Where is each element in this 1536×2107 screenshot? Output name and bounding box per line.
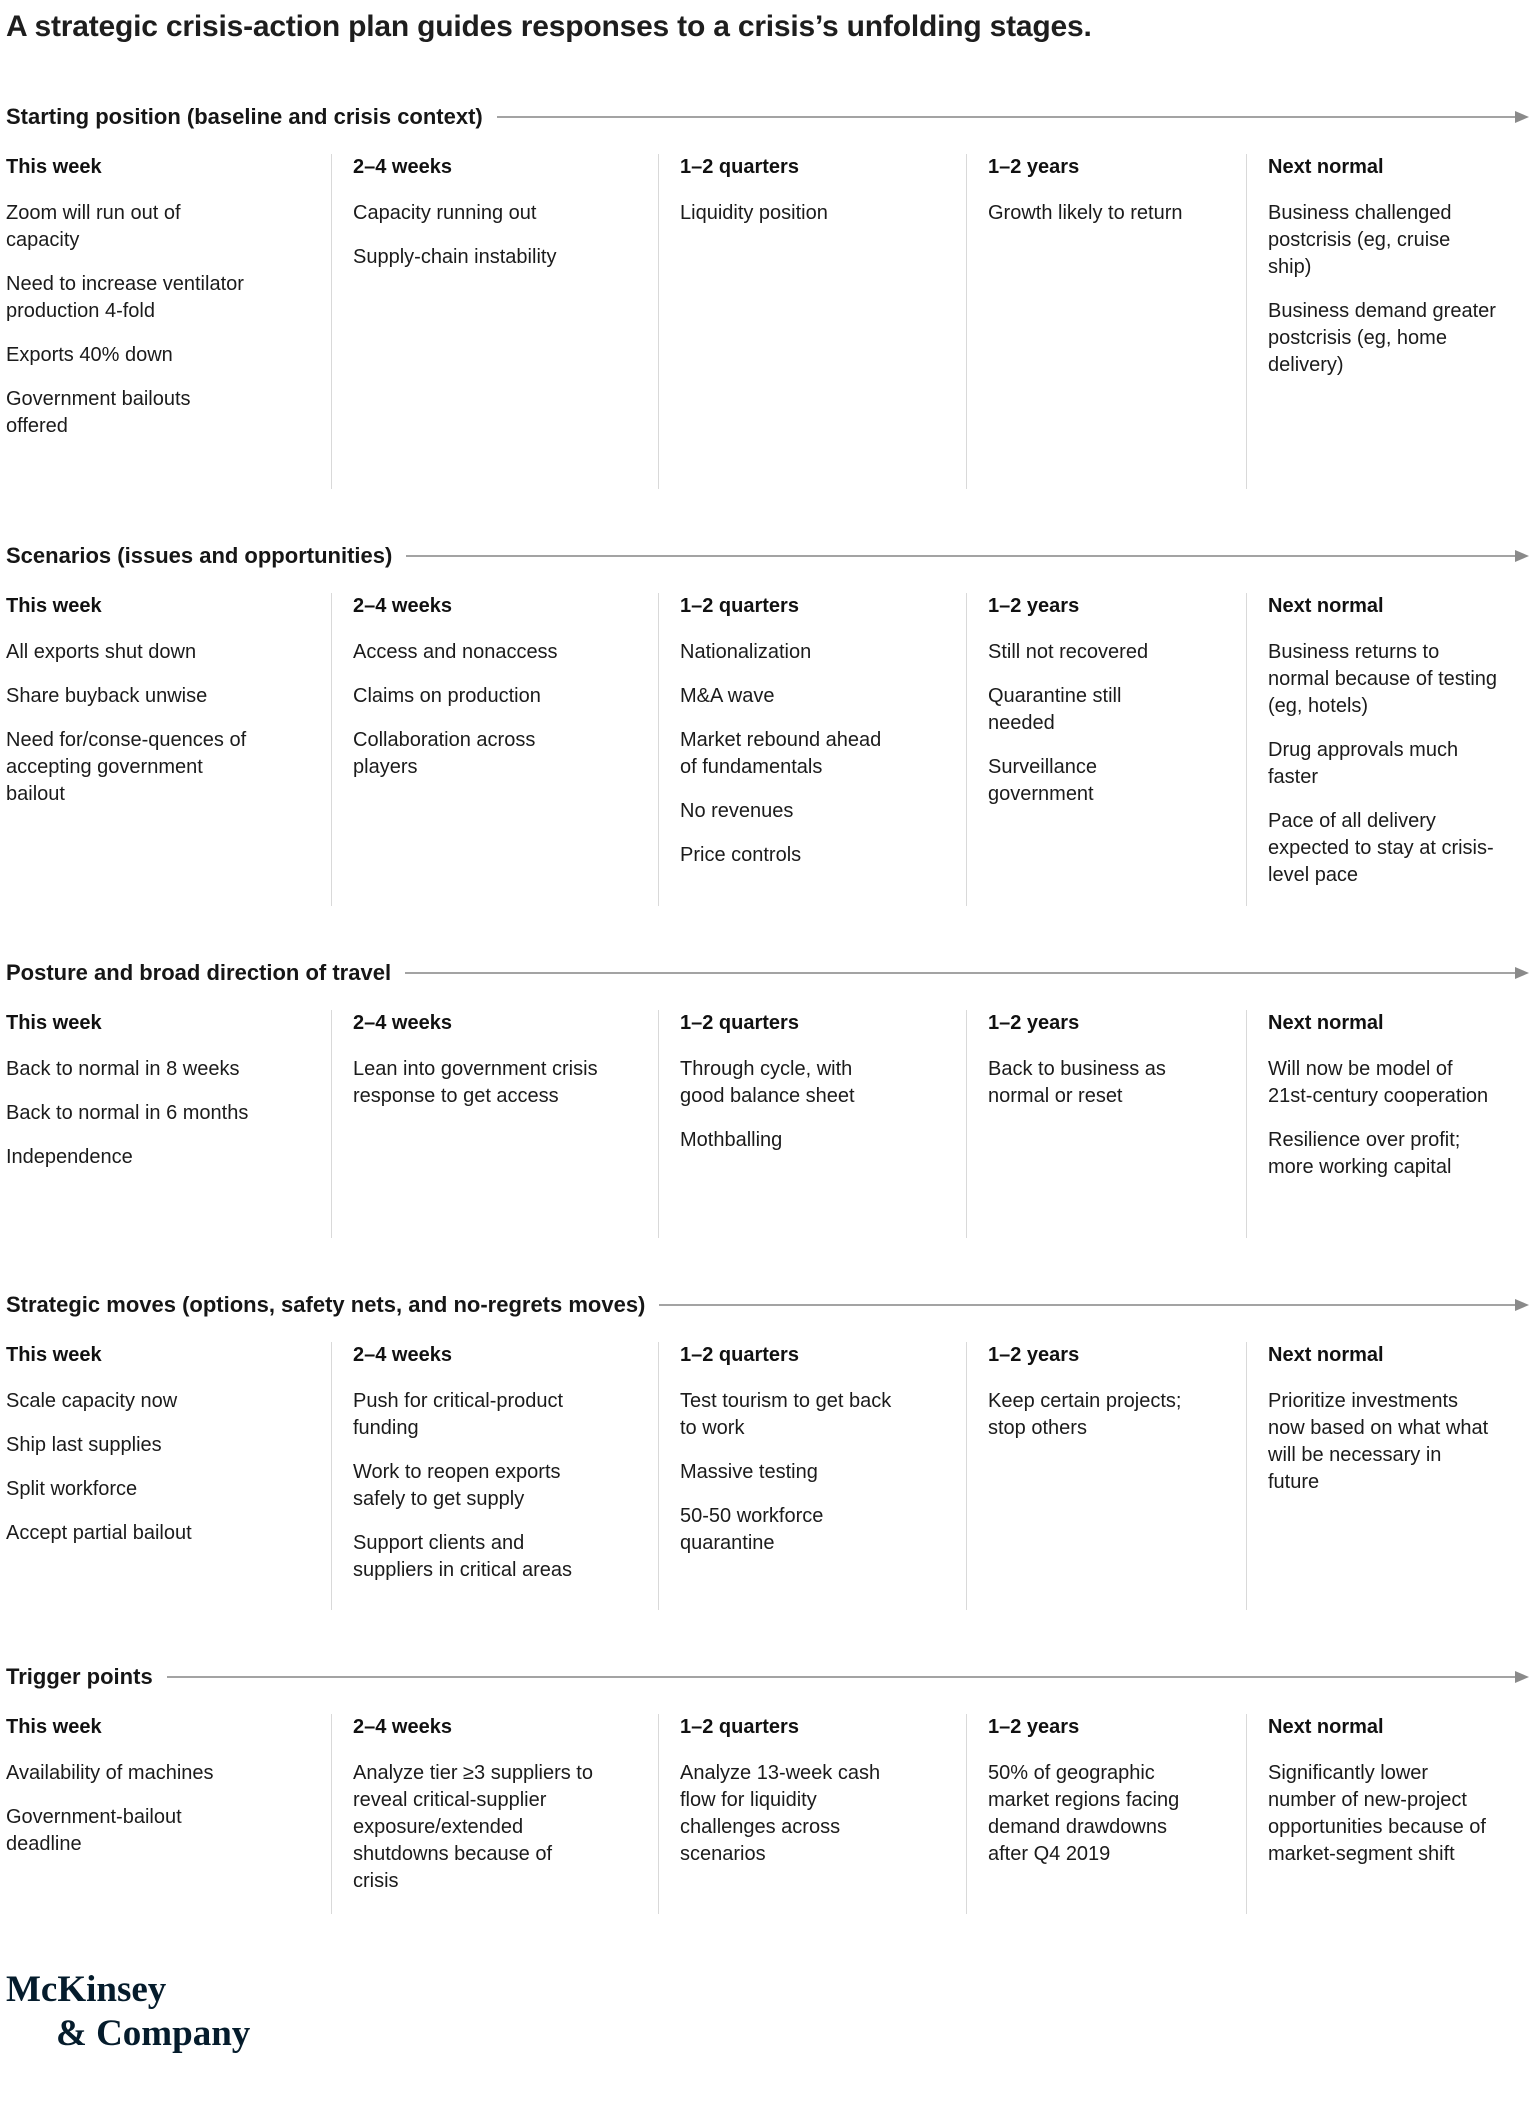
column-header: Next normal xyxy=(1268,156,1384,178)
timeline-grid xyxy=(6,1010,1530,1238)
column-header: 1–2 years xyxy=(988,156,1080,178)
cell-item: Surveillance government xyxy=(988,756,1097,805)
column-1-2-quarters xyxy=(658,1714,966,1914)
cell-item: Resilience over profit; more working capital xyxy=(1268,1129,1461,1178)
cell-item: Test tourism to get back to work xyxy=(680,1390,892,1439)
column-header: 1–2 years xyxy=(988,595,1080,617)
cell-item: Will now be model of 21st-century cooperation xyxy=(1268,1058,1489,1107)
timeline-line xyxy=(167,1676,1516,1678)
column-2-4-weeks xyxy=(331,1010,658,1238)
cell-item: No revenues xyxy=(680,800,794,822)
column-2-4-weeks xyxy=(331,154,658,489)
cell-item: Analyze tier ≥3 suppliers to reveal critical-supplier exposure/extended shutdowns because of crisis xyxy=(353,1762,593,1892)
column-header: 1–2 quarters xyxy=(680,1012,799,1034)
timeline-line xyxy=(405,972,1516,974)
arrow-right-icon xyxy=(1515,550,1529,562)
mckinsey-logo xyxy=(6,1968,1530,2056)
section-strategic-moves xyxy=(6,1292,1530,1610)
column-1-2-quarters xyxy=(658,154,966,489)
column-1-2-years xyxy=(966,1010,1246,1238)
column-next-normal xyxy=(1246,1010,1536,1238)
timeline-grid xyxy=(6,154,1530,489)
cell-item: 50% of geographic market regions facing demand drawdowns after Q4 2019 xyxy=(988,1762,1180,1865)
timeline-line xyxy=(406,555,1516,557)
column-2-4-weeks xyxy=(331,1714,658,1914)
logo-line-1: McKinsey xyxy=(6,1969,167,2010)
cell-item: Supply-chain instability xyxy=(353,246,557,268)
column-header: Next normal xyxy=(1268,1716,1384,1738)
arrow-right-icon xyxy=(1515,1671,1529,1683)
column-header: This week xyxy=(6,595,102,617)
cell-item: Back to normal in 6 months xyxy=(6,1102,249,1124)
column-header: 2–4 weeks xyxy=(353,1716,452,1738)
column-next-normal xyxy=(1246,154,1536,489)
column-header: Next normal xyxy=(1268,595,1384,617)
column-2-4-weeks xyxy=(331,593,658,906)
cell-item: Pace of all delivery expected to stay at crisis-level pace xyxy=(1268,810,1494,886)
column-header: 2–4 weeks xyxy=(353,1012,452,1034)
column-header: 1–2 quarters xyxy=(680,595,799,617)
arrow-right-icon xyxy=(1515,111,1529,123)
cell-item: Through cycle, with good balance sheet xyxy=(680,1058,855,1107)
cell-item: Access and nonaccess xyxy=(353,641,558,663)
section-header xyxy=(6,1664,1530,1690)
section-trigger-points xyxy=(6,1664,1530,1914)
column-header: 1–2 quarters xyxy=(680,1716,799,1738)
column-this-week xyxy=(6,1714,331,1914)
cell-item: Prioritize investments now based on what what will be necessary in future xyxy=(1268,1390,1489,1493)
cell-item: Business returns to normal because of testing (eg, hotels) xyxy=(1268,641,1498,717)
column-header: 2–4 weeks xyxy=(353,156,452,178)
cell-item: Government-bailout deadline xyxy=(6,1806,182,1855)
column-header: This week xyxy=(6,1344,102,1366)
cell-item: Back to business as normal or reset xyxy=(988,1058,1166,1107)
arrow-right-icon xyxy=(1515,1299,1529,1311)
section-title: Trigger points xyxy=(6,1664,153,1689)
column-header: 1–2 years xyxy=(988,1716,1080,1738)
cell-item: Split workforce xyxy=(6,1478,138,1500)
cell-item: Keep certain projects; stop others xyxy=(988,1390,1182,1439)
cell-item: Massive testing xyxy=(680,1461,818,1483)
cell-item: Business demand greater postcrisis (eg, home delivery) xyxy=(1268,300,1496,376)
cell-item: Need for/conse-quences of accepting government bailout xyxy=(6,729,247,805)
column-header: 1–2 quarters xyxy=(680,156,799,178)
cell-item: Back to normal in 8 weeks xyxy=(6,1058,240,1080)
page-title: A strategic crisis-action plan guides responses to a crisis’s unfolding stages. xyxy=(6,10,1092,43)
cell-item: Quarantine still needed xyxy=(988,685,1122,734)
section-title: Posture and broad direction of travel xyxy=(6,960,392,985)
cell-item: Drug approvals much faster xyxy=(1268,739,1459,788)
cell-item: Zoom will run out of capacity xyxy=(6,202,181,251)
column-this-week xyxy=(6,1342,331,1610)
cell-item: Mothballing xyxy=(680,1129,783,1151)
column-next-normal xyxy=(1246,593,1536,906)
cell-item: Business challenged postcrisis (eg, cruise ship) xyxy=(1268,202,1452,278)
logo-line-2: & Company xyxy=(56,2013,251,2054)
section-header xyxy=(6,543,1530,569)
section-title: Strategic moves (options, safety nets, and no-regrets moves) xyxy=(6,1292,646,1317)
column-1-2-years xyxy=(966,1342,1246,1610)
column-next-normal xyxy=(1246,1342,1536,1610)
cell-item: Work to reopen exports safely to get supply xyxy=(353,1461,561,1510)
column-header: 2–4 weeks xyxy=(353,1344,452,1366)
section-header xyxy=(6,960,1530,986)
timeline-grid xyxy=(6,1342,1530,1610)
cell-item: 50-50 workforce quarantine xyxy=(680,1505,824,1554)
column-header: 1–2 years xyxy=(988,1344,1080,1366)
section-posture xyxy=(6,960,1530,1238)
column-header: Next normal xyxy=(1268,1344,1384,1366)
column-header: 1–2 quarters xyxy=(680,1344,799,1366)
cell-item: Push for critical-product funding xyxy=(353,1390,564,1439)
timeline-grid xyxy=(6,1714,1530,1914)
column-header: This week xyxy=(6,1716,102,1738)
cell-item: Nationalization xyxy=(680,641,812,663)
cell-item: Share buyback unwise xyxy=(6,685,208,707)
cell-item: Availability of machines xyxy=(6,1762,214,1784)
column-header: 2–4 weeks xyxy=(353,595,452,617)
column-1-2-quarters xyxy=(658,593,966,906)
cell-item: Collaboration across players xyxy=(353,729,536,778)
cell-item: Significantly lower number of new-project opportunities because of market-segment shift xyxy=(1268,1762,1486,1865)
cell-item: Exports 40% down xyxy=(6,344,173,366)
cell-item: Scale capacity now xyxy=(6,1390,178,1412)
column-1-2-quarters xyxy=(658,1342,966,1610)
column-1-2-years xyxy=(966,154,1246,489)
section-header xyxy=(6,104,1530,130)
cell-item: Claims on production xyxy=(353,685,541,707)
column-1-2-years xyxy=(966,593,1246,906)
section-header xyxy=(6,1292,1530,1318)
cell-item: Ship last supplies xyxy=(6,1434,162,1456)
column-this-week xyxy=(6,1010,331,1238)
cell-item: M&A wave xyxy=(680,685,775,707)
cell-item: Support clients and suppliers in critical areas xyxy=(353,1532,572,1581)
column-2-4-weeks xyxy=(331,1342,658,1610)
column-this-week xyxy=(6,154,331,489)
timeline-line xyxy=(497,116,1516,118)
section-starting-position xyxy=(6,104,1530,489)
arrow-right-icon xyxy=(1515,967,1529,979)
cell-item: Growth likely to return xyxy=(988,202,1183,224)
cell-item: Independence xyxy=(6,1146,133,1168)
cell-item: Price controls xyxy=(680,844,802,866)
column-header: Next normal xyxy=(1268,1012,1384,1034)
cell-item: Analyze 13-week cash flow for liquidity challenges across scenarios xyxy=(680,1762,881,1865)
cell-item: Still not recovered xyxy=(988,641,1149,663)
cell-item: Accept partial bailout xyxy=(6,1522,192,1544)
section-title: Starting position (baseline and crisis context) xyxy=(6,104,483,129)
cell-item: All exports shut down xyxy=(6,641,197,663)
section-scenarios xyxy=(6,543,1530,906)
crisis-plan-sections xyxy=(6,104,1530,1914)
timeline-line xyxy=(659,1304,1516,1306)
timeline-grid xyxy=(6,593,1530,906)
column-header: This week xyxy=(6,1012,102,1034)
column-header: 1–2 years xyxy=(988,1012,1080,1034)
column-this-week xyxy=(6,593,331,906)
column-next-normal xyxy=(1246,1714,1536,1914)
cell-item: Liquidity position xyxy=(680,202,828,224)
cell-item: Market rebound ahead of fundamentals xyxy=(680,729,882,778)
cell-item: Capacity running out xyxy=(353,202,537,224)
cell-item: Lean into government crisis response to get access xyxy=(353,1058,598,1107)
column-header: This week xyxy=(6,156,102,178)
section-title: Scenarios (issues and opportunities) xyxy=(6,543,393,568)
cell-item: Government bailouts offered xyxy=(6,388,191,437)
column-1-2-quarters xyxy=(658,1010,966,1238)
cell-item: Need to increase ventilator production 4-fold xyxy=(6,273,244,322)
column-1-2-years xyxy=(966,1714,1246,1914)
